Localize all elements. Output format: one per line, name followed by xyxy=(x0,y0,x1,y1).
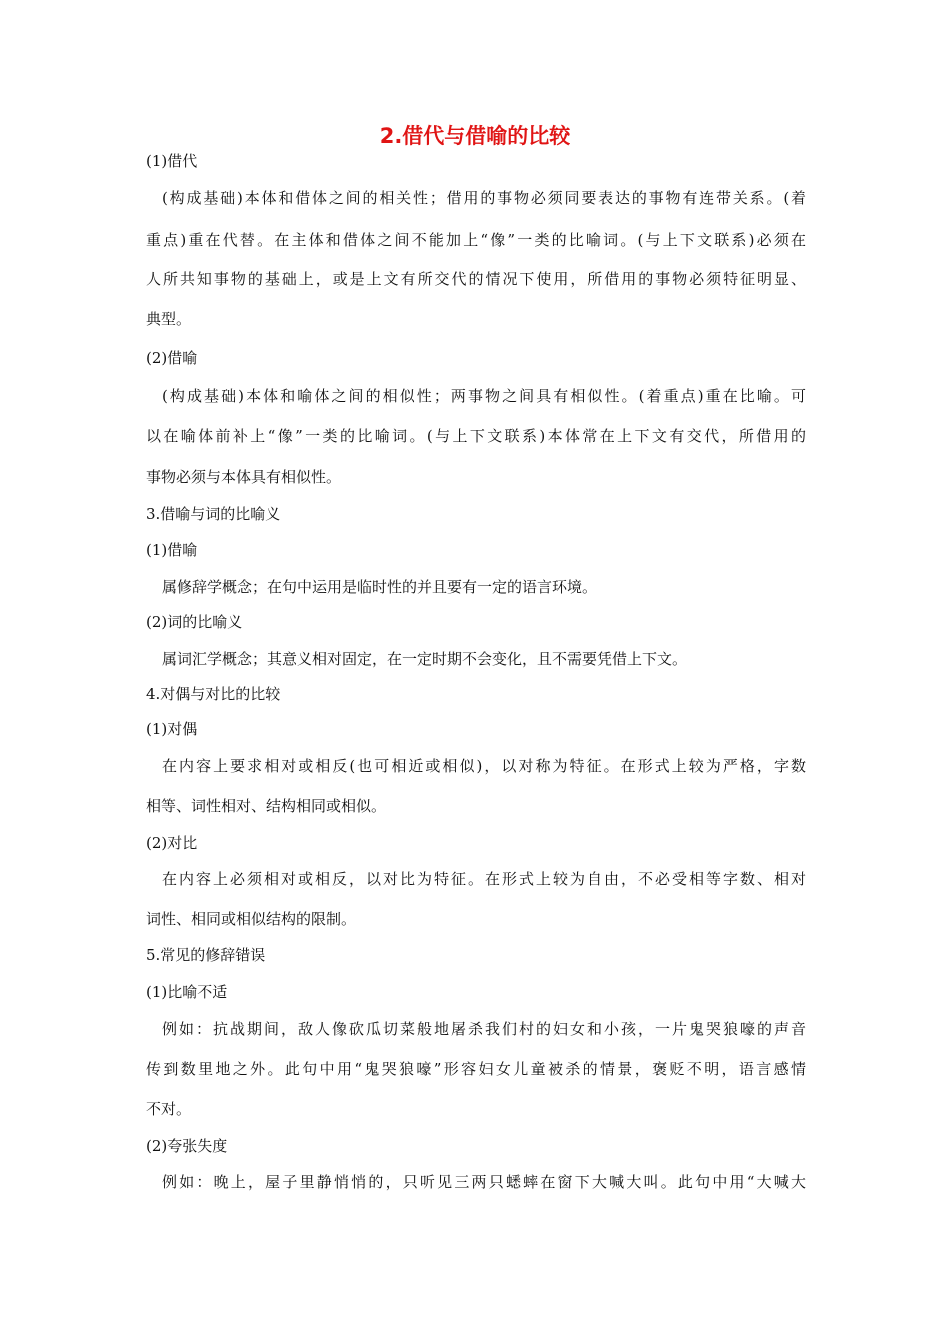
subheading: (2)夸张失度 xyxy=(146,1137,228,1155)
paragraph-line: 人所共知事物的基础上，或是上文有所交代的情况下使用，所借用的事物必须特征明显、 xyxy=(146,270,806,288)
paragraph-line: 不对。 xyxy=(146,1100,192,1118)
paragraph-line: 重点)重在代替。在主体和借体之间不能加上“像”一类的比喻词。(与上下文联系)必须在 xyxy=(146,231,806,249)
subheading: (2)词的比喻义 xyxy=(146,613,243,631)
paragraph-line: 典型。 xyxy=(146,310,192,328)
paragraph-line: 以在喻体前补上“像”一类的比喻词。(与上下文联系)本体常在上下文有交代，所借用的 xyxy=(146,427,806,445)
paragraph-line: 属修辞学概念；在句中运用是临时性的并且要有一定的语言环境。 xyxy=(162,578,598,596)
subheading-jieyu: (2)借喻 xyxy=(146,349,198,367)
subheading: (1)比喻不适 xyxy=(146,983,228,1001)
paragraph-line: 例如：晚上，屋子里静悄悄的，只听见三两只蟋蟀在窗下大喊大叫。此句中用“大喊大 xyxy=(162,1173,806,1191)
section-heading: 4.对偶与对比的比较 xyxy=(146,685,281,703)
paragraph-line: 词性、相同或相似结构的限制。 xyxy=(146,910,357,928)
section-heading: 5.常见的修辞错误 xyxy=(146,946,266,964)
paragraph-line: (构成基础)本体和借体之间的相关性；借用的事物必须同要表达的事物有连带关系。(着 xyxy=(162,189,806,207)
subheading: (1)借喻 xyxy=(146,541,198,559)
paragraph-line: 传到数里地之外。此句中用“鬼哭狼嚎”形容妇女儿童被杀的情景，褒贬不明，语言感情 xyxy=(146,1060,806,1078)
paragraph-line: 事物必须与本体具有相似性。 xyxy=(146,468,342,486)
paragraph-line: 在内容上必须相对或相反，以对比为特征。在形式上较为自由，不必受相等字数、相对 xyxy=(162,870,806,888)
paragraph-line: 在内容上要求相对或相反(也可相近或相似)，以对称为特征。在形式上较为严格，字数 xyxy=(162,757,806,775)
section-title: 2.借代与借喻的比较 xyxy=(379,124,571,148)
paragraph-line: 属词汇学概念；其意义相对固定，在一定时期不会变化，且不需要凭借上下文。 xyxy=(162,650,688,668)
subheading: (1)对偶 xyxy=(146,720,198,738)
paragraph-line: (构成基础)本体和喻体之间的相似性；两事物之间具有相似性。(着重点)重在比喻。可 xyxy=(162,387,806,405)
paragraph-line: 例如：抗战期间，敌人像砍瓜切菜般地屠杀我们村的妇女和小孩，一片鬼哭狼嚎的声音 xyxy=(162,1020,806,1038)
section-heading: 3.借喻与词的比喻义 xyxy=(146,505,281,523)
subheading-jiedai: (1)借代 xyxy=(146,152,198,170)
paragraph-line: 相等、词性相对、结构相同或相似。 xyxy=(146,797,387,815)
subheading: (2)对比 xyxy=(146,834,198,852)
